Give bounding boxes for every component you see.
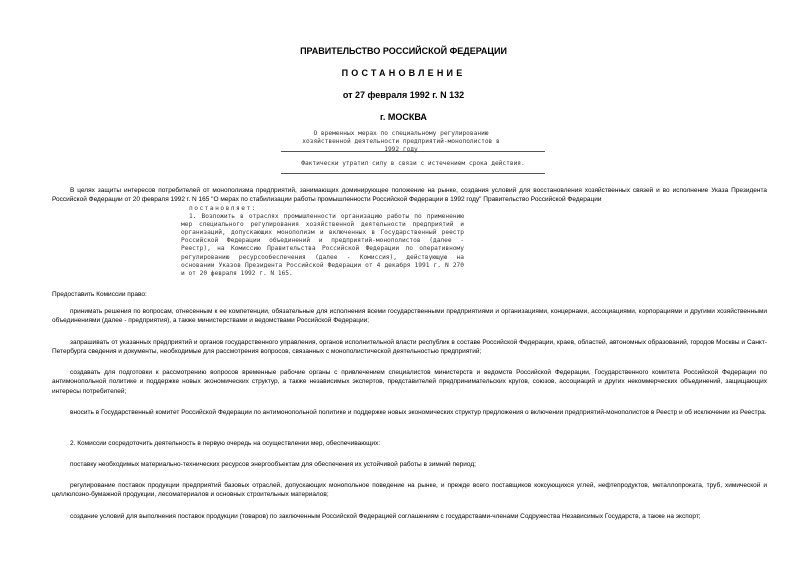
grant-rights-paragraph: Предоставить Комиссии право:	[52, 291, 147, 298]
decree-quote	[181, 205, 464, 278]
document-type-heading: ПОСТАНОВЛЕНИЕ	[341, 68, 466, 78]
point-2-paragraph: 2. Комиссии сосредоточить деятельность в первую очередь на осуществлении мер, обеспечивающих:	[70, 440, 381, 447]
right-item: вносить в Государственный комитет Российской Федерации по антимонопольной политике и поддержке новых экономических структур предложения о включении предприятий-монополистов в Реестр и об исключении из Реестра.	[70, 409, 767, 416]
date-number-heading: от 27 февраля 1992 г. N 132	[342, 90, 465, 100]
right-item: принимать решения по вопросам, отнесенным к ее компетенции, обязательные для исполнения всеми государственными предприятиями и организациями, концернами, ассоциациями, корпорациями и другими хозяйственными объединениями (далее - предприятия), а также министерствами и ведомствами Российской Федерации;	[52, 308, 767, 325]
measure-item: поставку необходимых материально-технических ресурсов энергообъектам для обеспечения их устойчивой работы в зимний период;	[70, 461, 476, 468]
lost-force-note: Фактически утратил силу в связи с истечением срока действия.	[301, 160, 525, 167]
preamble-paragraph: В целях защиты интересов потребителей от монополизма предприятий, занимающих доминирующее положение на рынке, создания условий для восстановления хозяйственных связей и во исполнение Указа Президента Российской Федерации от 20 февраля 1992 г. N 165 "О мерах по стабилизации работы промышленности Российской Федерации в 1992 году" Правительство Российской Федерации	[52, 187, 767, 204]
decree-label: постановляет:	[189, 205, 257, 212]
government-heading: ПРАВИТЕЛЬСТВО РОССИЙСКОЙ ФЕДЕРАЦИИ	[300, 46, 507, 56]
decree-text: 1. Возложить в отраслях промышленности организацию работы по применению мер специального регулирования хозяйственной деятельности предприятий и организаций, допускающих монополизм и включенных в Государственный реестр Российской Федерации объединений и предприятий-монополистов (далее - Реестр), на Комиссию Правительства Российской Федерации по оперативному регулированию ресурсообеспечения (далее - Комиссия), действующую на основании Указов Президента Российской Федерации от 4 декабря 1991 г. N 270 и от 20 февраля 1992 г. N 165.	[181, 213, 464, 277]
divider-top	[281, 151, 545, 152]
document-subtitle: О временных мерах по специальному регулированию хозяйственной деятельности предприятий-монополистов в 1992 году	[302, 130, 500, 154]
measure-item: создание условий для выполнения поставок продукции (товаров) по заключенным Российской Федерацией соглашениям с государствами-членами Содружества Независимых Государств, а также на экспорт;	[70, 513, 701, 520]
measure-item: регулирование поставок продукции предприятий базовых отраслей, допускающих монопольное поведение на рынке, и прежде всего поставщиков коксующихся углей, нефтепродуктов, металлопроката, труб, химической и целлюлозно-бумажной продукции, лесоматериалов и основных строительных материалов;	[52, 482, 767, 499]
right-item: запрашивать от указанных предприятий и органов государственного управления, органов исполнительной власти республик в составе Российской Федерации, краев, областей, автономных образований, городов Москвы и Санкт-Петербурга сведения и документы, необходимые для рассмотрения вопросов, связанных с монополистической деятельностью предприятий;	[52, 339, 767, 356]
divider-bottom	[281, 173, 545, 174]
city-heading: г. МОСКВА	[380, 112, 427, 122]
right-item: создавать для подготовки к рассмотрению вопросов временные рабочие органы с привлечением специалистов министерств и ведомств Российской Федерации, Государственного комитета Российской Федерации по антимонопольной политике и поддержке новых экономических структур, а также независимых экспертов, представителей предпринимательских кругов, союзов, ассоциаций и других некоммерческих объединений, защищающих интересы потребителей;	[52, 369, 767, 395]
